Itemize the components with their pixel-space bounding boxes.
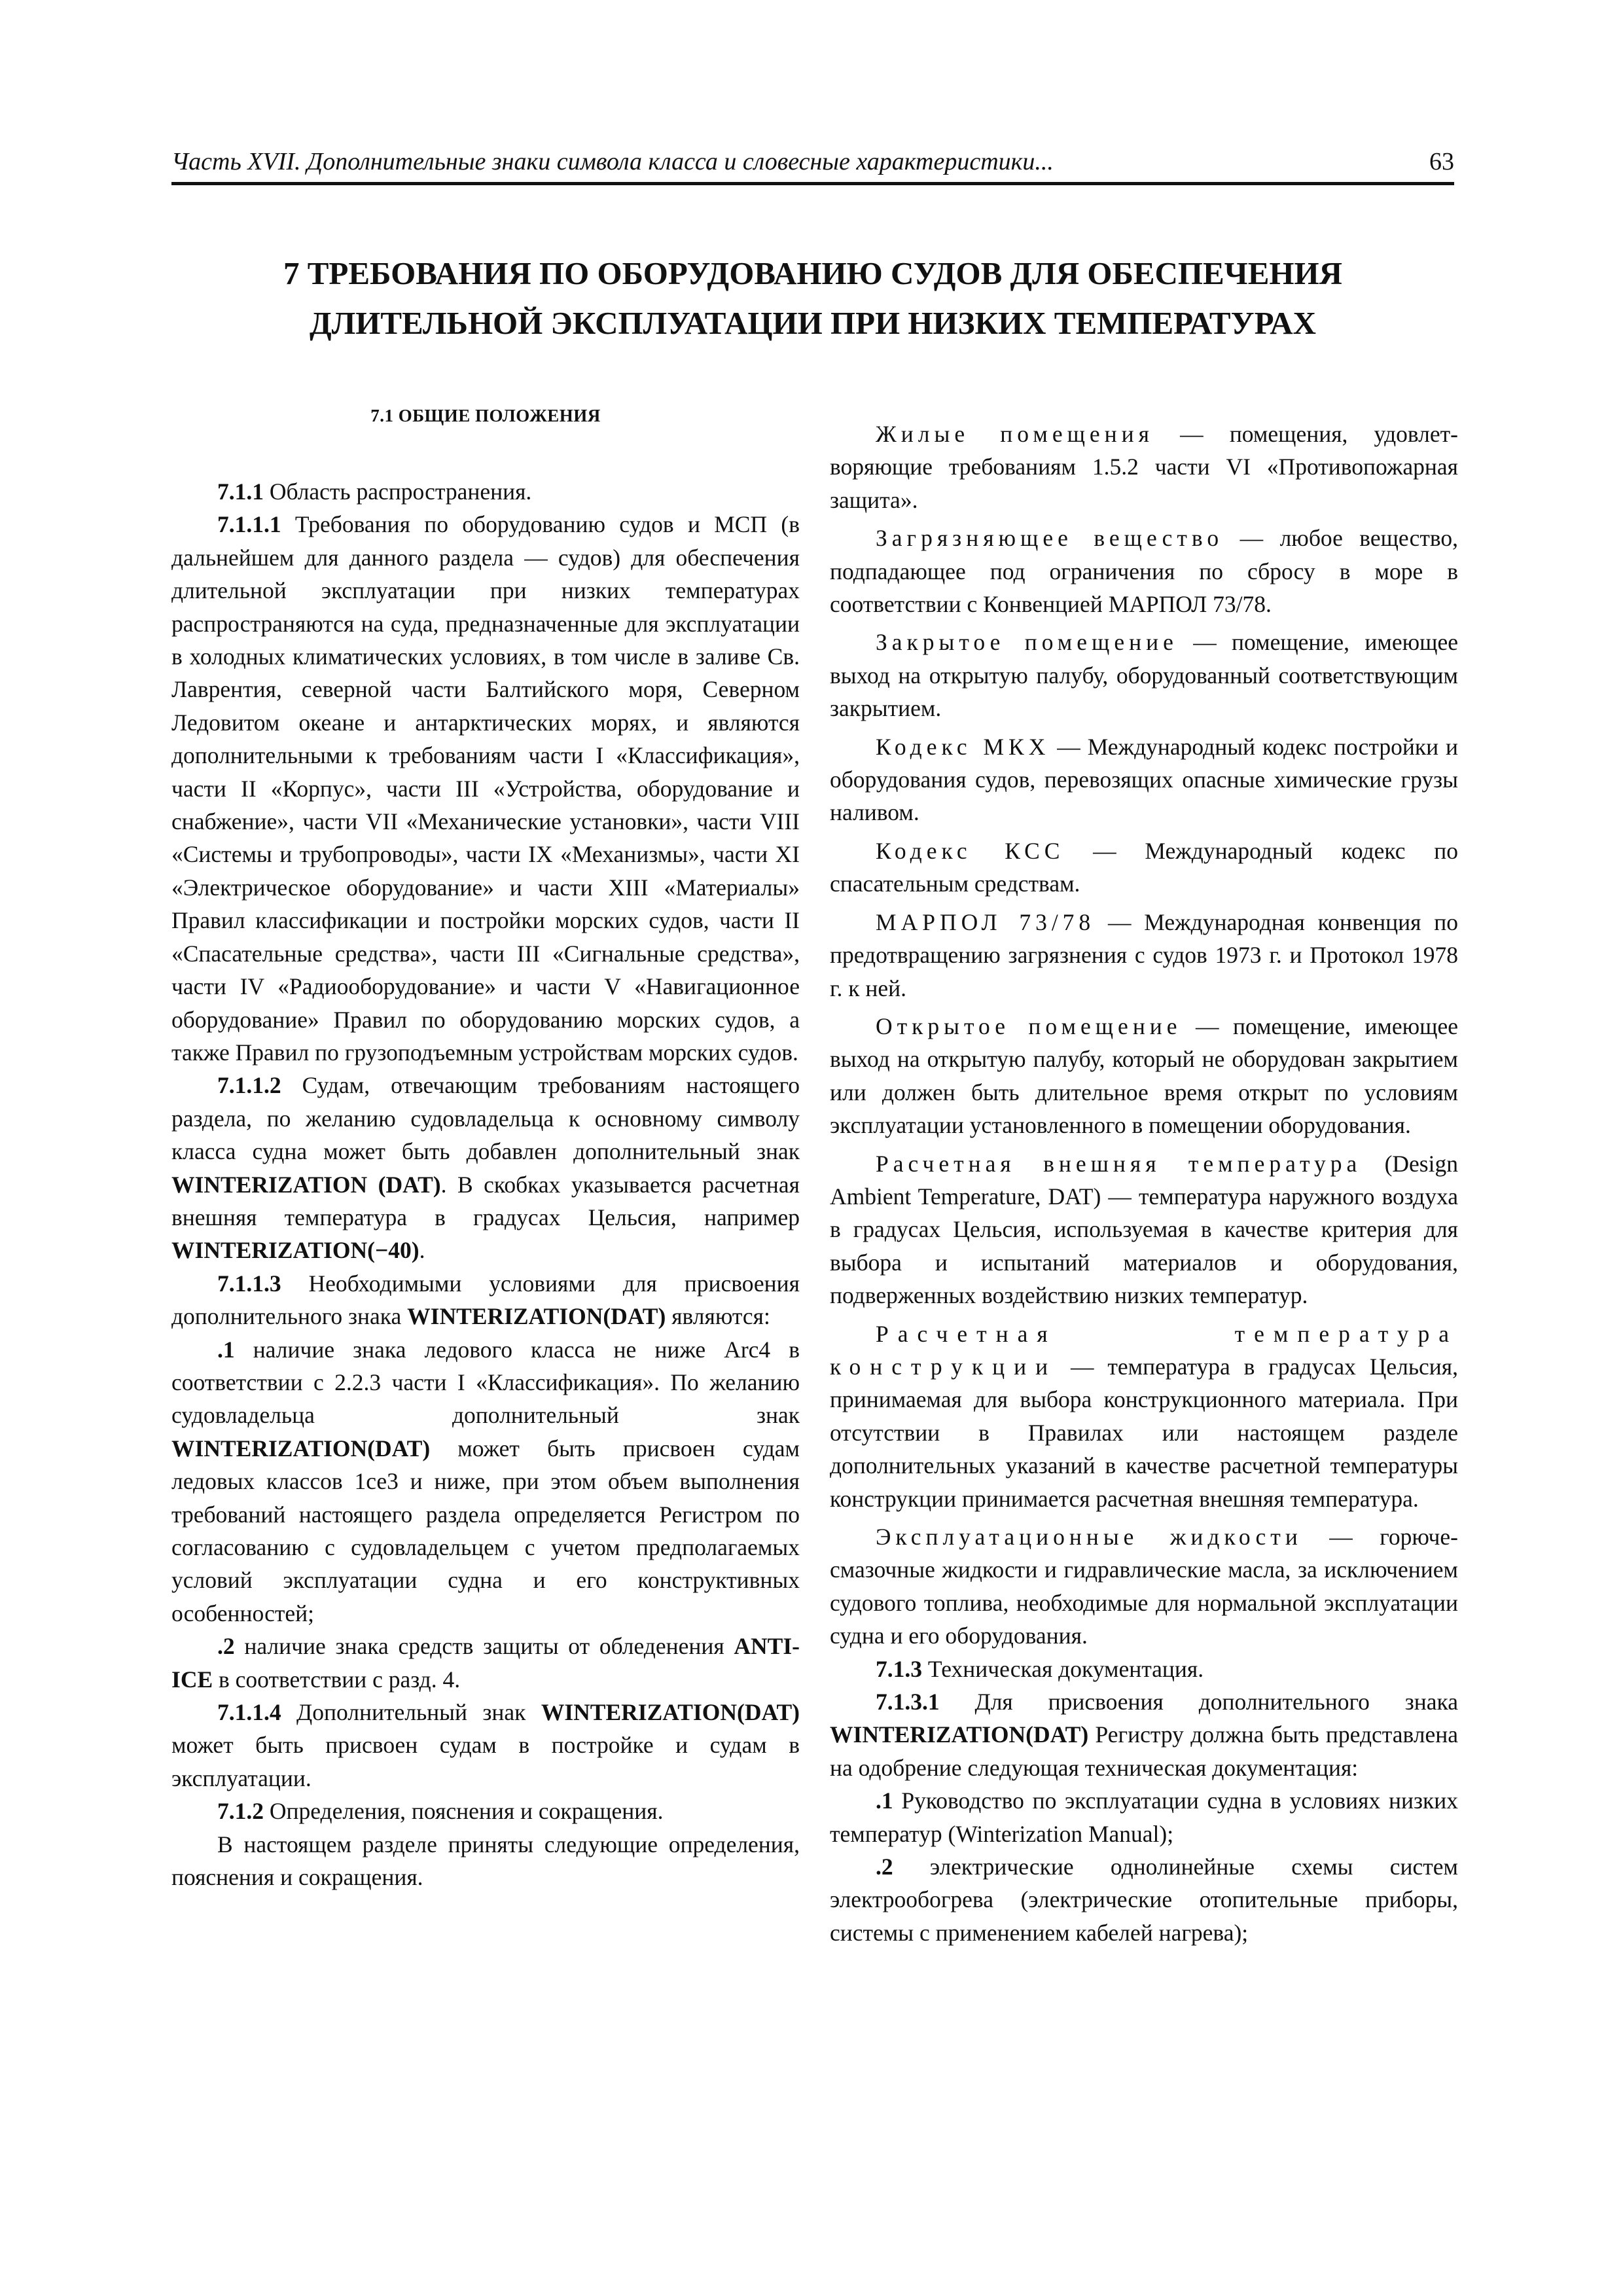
class-notation: WINTERIZATION(−40) (171, 1237, 419, 1264)
definition-term: Эксплуатационные жидкости (876, 1524, 1302, 1550)
item-number: .1 (876, 1787, 893, 1814)
clause-text: Необходимыми условиями для присвоения дополнительного знака (171, 1270, 800, 1330)
definition-enclosed-space (830, 626, 1458, 725)
item-text: наличие знака ледового класса не ниже Arc4 в соответствии с 2.2.3 части I «Классификация». По желанию судовладельца дополнительный знак (171, 1336, 800, 1429)
paragraph-definitions-intro: В настоящем разделе приняты следующие определения, пояснения и сокращения. (171, 1831, 800, 1891)
paragraph-7-1-2 (171, 1795, 800, 1827)
clause-number: 7.1.1 (217, 478, 264, 505)
definition-text: — помещение, имеющее выход на открытую палубу, который не оборудован закрытием или должен быть длительное время открыт по условиям эксплуатации установленного в помещении оборудования. (830, 1013, 1459, 1139)
right-column (830, 418, 1458, 1949)
class-notation: ANTI-ICE (171, 1633, 800, 1693)
paragraph-7-1-1-4 (171, 1696, 800, 1795)
list-item-1 (171, 1333, 800, 1630)
definition-design-structure-temperature (830, 1318, 1458, 1515)
item-text: электрические однолинейные схемы систем электрообогрева (электрические отопительные приборы, системы с применением кабелей нагрева); (830, 1854, 1458, 1946)
paragraph-7-1-3 (830, 1653, 1458, 1685)
definition-term: Кодекс КСС (876, 837, 1065, 864)
definition-open-space (830, 1010, 1458, 1142)
definition-term: Расчетная внешняя температура (876, 1150, 1362, 1177)
definition-lsa-code (830, 834, 1458, 901)
definition-text: — помещение, имеющее выход на открытую палубу, оборудованный соответствующим закрытием. (830, 629, 1458, 722)
definition-accommodation (830, 418, 1458, 516)
clause-text: Для присвоения дополнительного знака (939, 1689, 1458, 1715)
definition-term: МАРПОЛ 73/78 (876, 908, 1096, 935)
chapter-title-line-2: ДЛИТЕЛЬНОЙ ЭКСПЛУАТАЦИИ ПРИ НИЗКИХ ТЕМПЕРАТУРАХ (309, 305, 1317, 341)
class-notation: WINTERIZATION (DAT) (171, 1171, 441, 1198)
definition-text: — температура в градусах Цельсия, принимаемая для выбора конструкционного материала. При отсутствии в Правилах или настоящем разделе дополнительных указаний в качестве расчетной температуры конструкции принимается расчетная внешняя температура. (830, 1353, 1458, 1512)
clause-number: 7.1.1.4 (217, 1699, 281, 1726)
clause-text: . (419, 1237, 425, 1264)
class-notation: WINTERIZATION(DAT) (541, 1699, 800, 1726)
clause-number: 7.1.1.1 (217, 511, 281, 538)
paragraph-7-1-3-1 (830, 1685, 1458, 1784)
item-text: наличие знака средств защиты от обледенения (234, 1633, 734, 1660)
definition-term: Кодекс МКХ (876, 733, 1050, 760)
clause-text: Регистру должна быть представлена на одобрение следующая техническая документация: (830, 1721, 1458, 1781)
item-number: .2 (876, 1854, 893, 1880)
doc-list-item-2 (830, 1850, 1458, 1949)
clause-text: может быть присвоен судам в постройке и судам в эксплуатации. (171, 1732, 800, 1791)
doc-list-item-1 (830, 1784, 1458, 1850)
definition-design-ambient-temperature (830, 1147, 1458, 1312)
left-column (171, 399, 800, 1893)
paragraph-7-1-1-1 (171, 508, 800, 1069)
item-number: .2 (217, 1633, 235, 1660)
definition-marpol (830, 906, 1458, 1005)
paragraph-7-1-1-2 (171, 1069, 800, 1266)
definition-text: — Международная конвенция по предотвращению загрязнения с судов 1973 г. и Протокол 1978 г. к ней. (830, 908, 1458, 1001)
definition-ibc-code (830, 730, 1458, 829)
clause-number: 7.1.3 (876, 1655, 922, 1682)
definition-text: — горюче-смазочные жидкости и гидравлические масла, за исключением судового топлива, необходимые для нормальной эксплуатации судна и его оборудования. (830, 1524, 1458, 1649)
clause-text: Определения, пояснения и сокращения. (264, 1798, 664, 1825)
definition-term: Открытое помещение (876, 1013, 1182, 1039)
running-title: Часть XVII. Дополнительные знаки символа класса и словесные характеристики... (171, 148, 1054, 175)
clause-text: являются: (666, 1303, 770, 1330)
clause-text: Область распространения. (264, 478, 532, 505)
definition-term: Загрязняющее вещество (876, 525, 1224, 552)
definition-operating-fluids (830, 1520, 1458, 1653)
running-header (171, 145, 1454, 185)
definition-term: Расчетная температура конструкции (830, 1320, 1458, 1380)
definition-pollutant (830, 522, 1458, 620)
list-item-2 (171, 1630, 800, 1696)
chapter-title (171, 249, 1454, 348)
section-heading: 7.1 ОБЩИЕ ПОЛОЖЕНИЯ (370, 406, 601, 425)
class-notation: WINTERIZATION(DAT) (407, 1303, 666, 1330)
item-text: Руководство по эксплуатации судна в условиях низких температур (Winterization Manual); (830, 1787, 1458, 1847)
definition-text: — Международный кодекс постройки и оборудования судов, перевозящих опасные химические грузы наливом. (830, 733, 1458, 826)
item-text: может быть присвоен судам ледовых классов 1се3 и ниже, при этом объем выполнения требований настоящего раздела определяется Регистром по согласованию с судовладельцем с учетом предполагаемых условий эксплуатации судна и его конструктивных особенностей; (171, 1435, 800, 1626)
clause-text: Техническая документация. (922, 1655, 1204, 1682)
item-text: в соответствии с разд. 4. (213, 1666, 461, 1693)
clause-number: 7.1.2 (217, 1798, 264, 1825)
clause-text: Дополнительный знак (281, 1699, 541, 1726)
definition-text: (Design Ambient Temperature, DAT) — температура наружного воздуха в градусах Цельсия, используемая в качестве критерия для выбора и испытаний материалов и оборудования, подверженных воздействию низких температур. (830, 1150, 1458, 1309)
paragraph-7-1-1-3 (171, 1267, 800, 1333)
page-number: 63 (1429, 148, 1454, 175)
class-notation: WINTERIZATION(DAT) (171, 1435, 431, 1462)
clause-text: . В скобках указывается расчетная внешняя температура в градусах Цельсия, например (171, 1171, 800, 1230)
definition-text: — помещения, удовлетворяющие требованиям 1.5.2 части VI «Противопожарная защита». (830, 421, 1458, 513)
item-number: .1 (217, 1336, 235, 1363)
clause-number: 7.1.1.2 (217, 1072, 281, 1099)
clause-number: 7.1.1.3 (217, 1270, 281, 1297)
clause-text: Судам, отвечающим требованиям настоящего раздела, по желанию судовладельца к основному символу класса судна может быть добавлен дополнительный знак (171, 1072, 800, 1165)
clause-number: 7.1.3.1 (876, 1689, 940, 1715)
chapter-title-line-1: 7 ТРЕБОВАНИЯ ПО ОБОРУДОВАНИЮ СУДОВ ДЛЯ ОБЕСПЕЧЕНИЯ (283, 255, 1342, 291)
clause-text: Требования по оборудованию судов и МСП (в дальнейшем для данного раздела — судов) для обеспечения длительной эксплуатации при низких температурах распространяются на суда, предназначенные для эксплуатации в холодных климатических условиях, в том числе в заливе Св. Лаврентия, северной части Балтийского моря, Северном Ледовитом океане и антарктических морях, и являются дополнительными к требованиям части I «Классификация», части II «Корпус», части III «Устройства, оборудование и снабжение», части VII «Механические установки», части VIII «Системы и трубопроводы», части IX «Механизмы», части XI «Электрическое оборудование» и части XIII «Материалы» Правил классификации и постройки морских судов, части II «Спасательные средства», части III «Сигнальные средства», части IV «Радиооборудование» и части V «Навигационное оборудование» Правил по оборудованию морских судов, а также Правил по грузоподъемным устройствам морских судов. (171, 511, 800, 1066)
definition-text: — любое вещество, подпадающее под ограничения по сбросу в море в соответствии с Конвенцией МАРПОЛ 73/78. (830, 525, 1458, 618)
class-notation: WINTERIZATION(DAT) (830, 1721, 1089, 1748)
definition-text: — Международный кодекс по спасательным средствам. (830, 837, 1458, 897)
paragraph-7-1-1 (171, 475, 800, 508)
definition-term: Закрытое помещение (876, 629, 1178, 656)
definition-term: Жилые помещения (876, 421, 1154, 447)
